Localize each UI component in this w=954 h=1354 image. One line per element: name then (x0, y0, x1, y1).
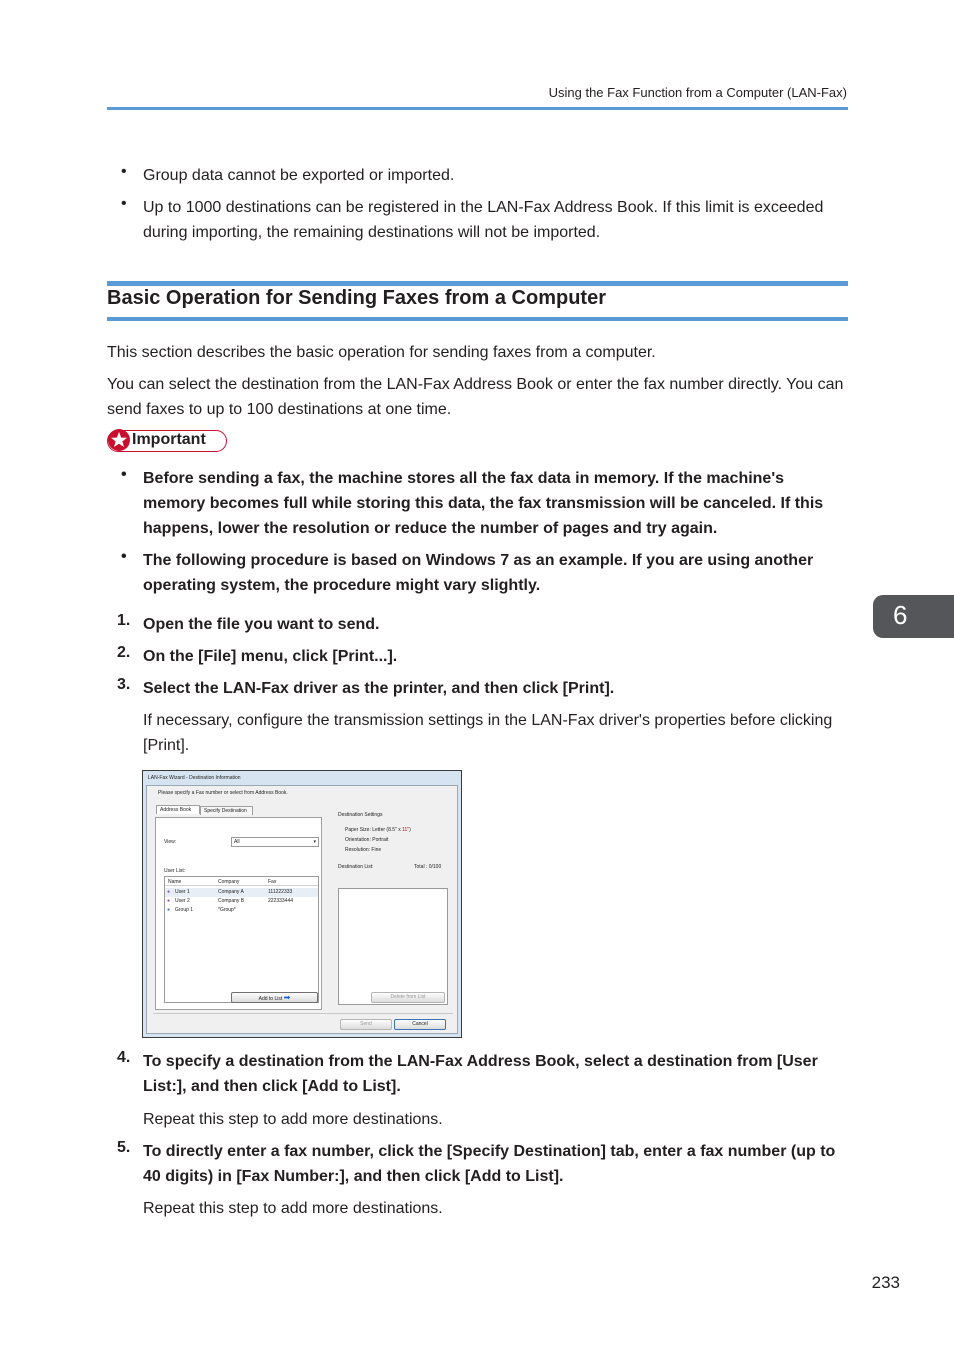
step-1-text: Open the file you want to send. (143, 616, 380, 633)
step-4-text: To specify a destination from the LAN-Fax Address Book, select a destination from [User List:], and then click [Add to List]. (143, 1053, 818, 1095)
dialog-title: LAN-Fax Wizard - Destination Information (148, 775, 241, 781)
group-icon: ● (167, 907, 171, 913)
step-number: 5. (117, 1139, 131, 1156)
arrow-right-icon: ➡ (283, 993, 291, 1002)
step-number: 2. (117, 644, 131, 661)
chevron-down-icon: ▾ (313, 839, 316, 845)
paper-size-height: 11" (402, 827, 410, 833)
add-to-list-button[interactable]: Add to List ➡ (231, 992, 318, 1003)
step-2-text: On the [File] menu, click [Print...]. (143, 648, 398, 665)
step-3-note: If necessary, configure the transmission settings in the LAN-Fax driver's properties before clicking [Print]. (143, 712, 833, 754)
resolution: Resolution: Fine (345, 847, 382, 853)
step-3-text: Select the LAN-Fax driver as the printer, and then click [Print]. (143, 680, 615, 697)
chapter-tab (873, 595, 954, 638)
bullet-icon: • (121, 195, 127, 212)
table-row[interactable]: ● User 2 Company B 222333444 (167, 898, 294, 904)
list-header-divider (165, 885, 318, 886)
table-row[interactable]: ● Group 1 *Group* (167, 907, 236, 913)
view-label: View: (164, 839, 177, 845)
bullet-icon: • (121, 466, 127, 483)
user-icon: ● (167, 898, 171, 904)
destination-total: Total : 0/100 (414, 864, 442, 870)
tab-address-book[interactable]: Address Book (156, 805, 200, 814)
header-rule (107, 107, 848, 110)
step-5-note: Repeat this step to add more destinations. (143, 1200, 443, 1217)
chapter-number: 6 (893, 600, 908, 630)
lan-fax-wizard-screenshot (142, 770, 462, 1038)
bullet-icon: • (121, 548, 127, 565)
section-paragraph-2: You can select the destination from the LAN-Fax Address Book or enter the fax number directly. You can send faxes to up to 100 destinations at one time. (107, 376, 844, 418)
dialog-body (146, 785, 458, 1034)
important-label: Important (132, 431, 206, 448)
cancel-button[interactable]: Cancel (394, 1019, 446, 1030)
section-title: Basic Operation for Sending Faxes from a Computer (107, 287, 606, 309)
step-5-text: To directly enter a fax number, click the [Specify Destination] tab, enter a fax number (up to 40 digits) in [Fax Number:], and then click [Add to List]. (143, 1143, 836, 1185)
running-header: Using the Fax Function from a Computer (LAN-Fax) (548, 85, 847, 100)
delete-from-list-button[interactable]: Delete from List (371, 992, 445, 1003)
intro-bullet-2: Up to 1000 destinations can be registered in the LAN-Fax Address Book. If this limit is exceeded during importing, the remaining destinations will not be imported. (143, 199, 824, 241)
step-number: 3. (117, 676, 131, 693)
dialog-separator (153, 1013, 453, 1014)
orientation: Orientation: Portrait (345, 837, 389, 843)
tab-specify-destination[interactable]: Specify Destination (200, 806, 253, 815)
destination-list[interactable] (338, 888, 448, 1005)
bullet-icon: • (121, 163, 127, 180)
table-row[interactable]: ● User 1 Company A 111222333 (165, 888, 318, 897)
step-number: 4. (117, 1049, 131, 1066)
column-fax: Fax (268, 879, 277, 885)
step-4-note: Repeat this step to add more destinations. (143, 1111, 443, 1128)
destination-settings-heading: Destination Settings (338, 812, 383, 818)
important-bullet-2: The following procedure is based on Windows 7 as an example. If you are using another operating system, the procedure might vary slightly. (143, 552, 814, 594)
view-dropdown-value: All (234, 839, 240, 845)
column-company: Company (218, 879, 240, 885)
important-bullet-1: Before sending a fax, the machine stores all the fax data in memory. If the machine's memory becomes full while storing this data, the fax transmission will be canceled. If this happens, lower the resolution or reduce the number of pages and try again. (143, 470, 824, 537)
user-list-label: User List: (164, 868, 186, 874)
paper-size: Paper Size: Letter (8.5" x 11") (345, 827, 411, 833)
intro-bullet-1: Group data cannot be exported or imported. (143, 167, 455, 184)
section-paragraph-1: This section describes the basic operation for sending faxes from a computer. (107, 344, 656, 361)
column-name: Name (168, 879, 182, 885)
step-number: 1. (117, 612, 131, 629)
page-number: 233 (871, 1273, 900, 1292)
user-icon: ● (167, 889, 171, 895)
view-dropdown[interactable] (231, 837, 319, 847)
send-button[interactable]: Send (340, 1019, 392, 1030)
important-star-icon (107, 428, 131, 452)
destination-list-label: Destination List: (338, 864, 374, 870)
user-list[interactable] (164, 876, 319, 1003)
dialog-instruction: Please specify a Fax number or select from Address Book. (158, 790, 288, 796)
